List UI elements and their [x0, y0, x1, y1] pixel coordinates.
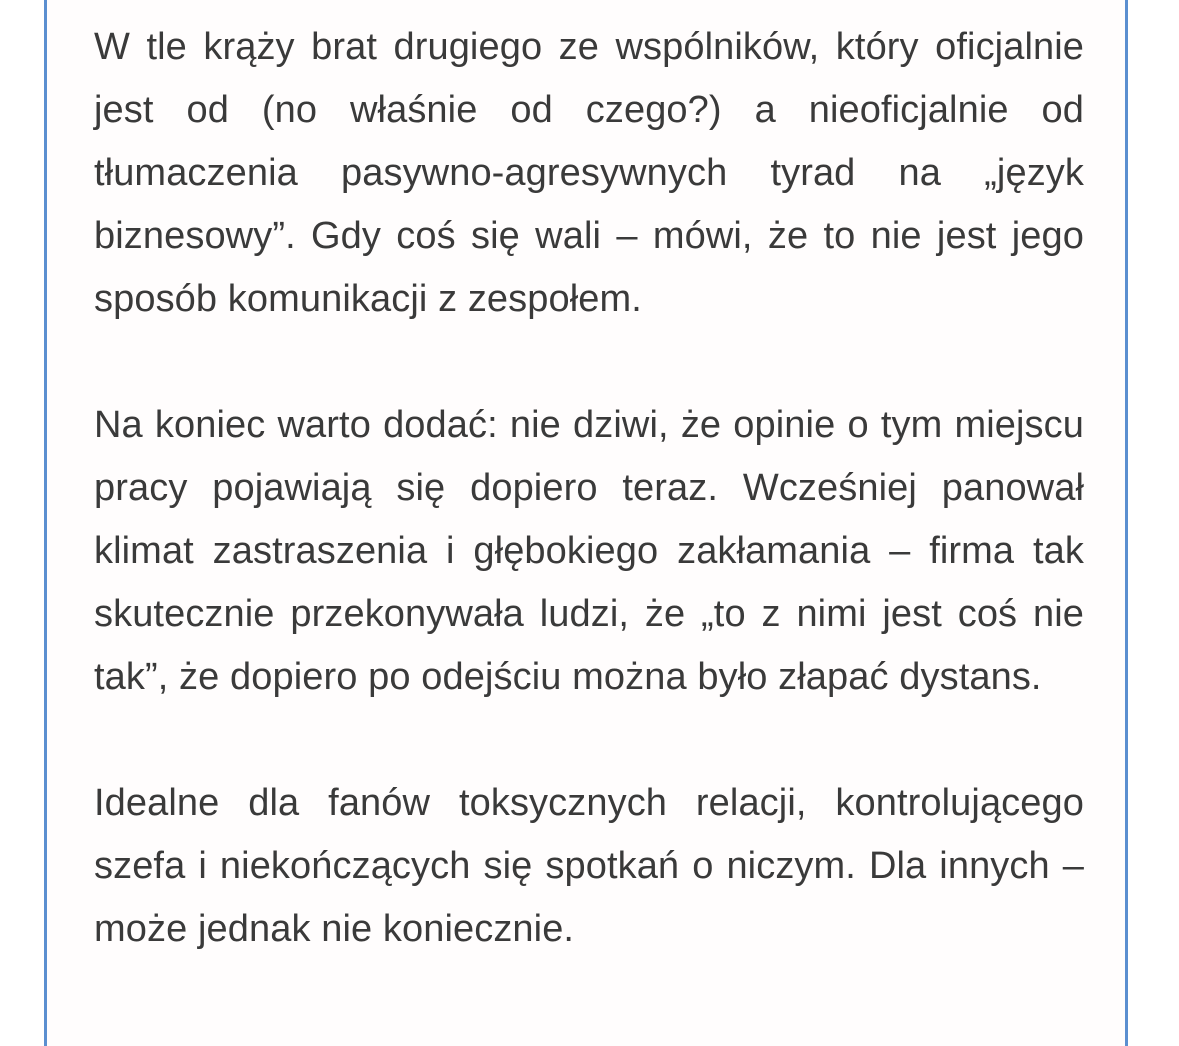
review-paragraph-3: Idealne dla fanów toksycznych relacji, kontrolującego szefa i niekończących się spotkań o niczym. Dla innych – może jednak nie koniecznie.	[94, 782, 1084, 950]
review-paragraph-2: Na koniec warto dodać: nie dziwi, że opinie o tym miejscu pracy pojawiają się dopiero teraz. Wcześniej panował klimat zastraszenia i głębokiego zakłamania – firma tak skutecznie przekonywała ludzi, że „to z nimi jest coś nie tak”, że dopiero po odejściu można było złapać dystans.	[94, 404, 1084, 698]
review-paragraph-1: W tle krąży brat drugiego ze wspólników, który oficjalnie jest od (no właśnie od czego?) a nieoficjalnie od tłumaczenia pasywno-agresywnych tyrad na „język biznesowy”. Gdy coś się wali – mówi, że to nie jest jego sposób komunikacji z zespołem.	[94, 26, 1084, 320]
review-text-body	[94, 16, 1084, 1024]
